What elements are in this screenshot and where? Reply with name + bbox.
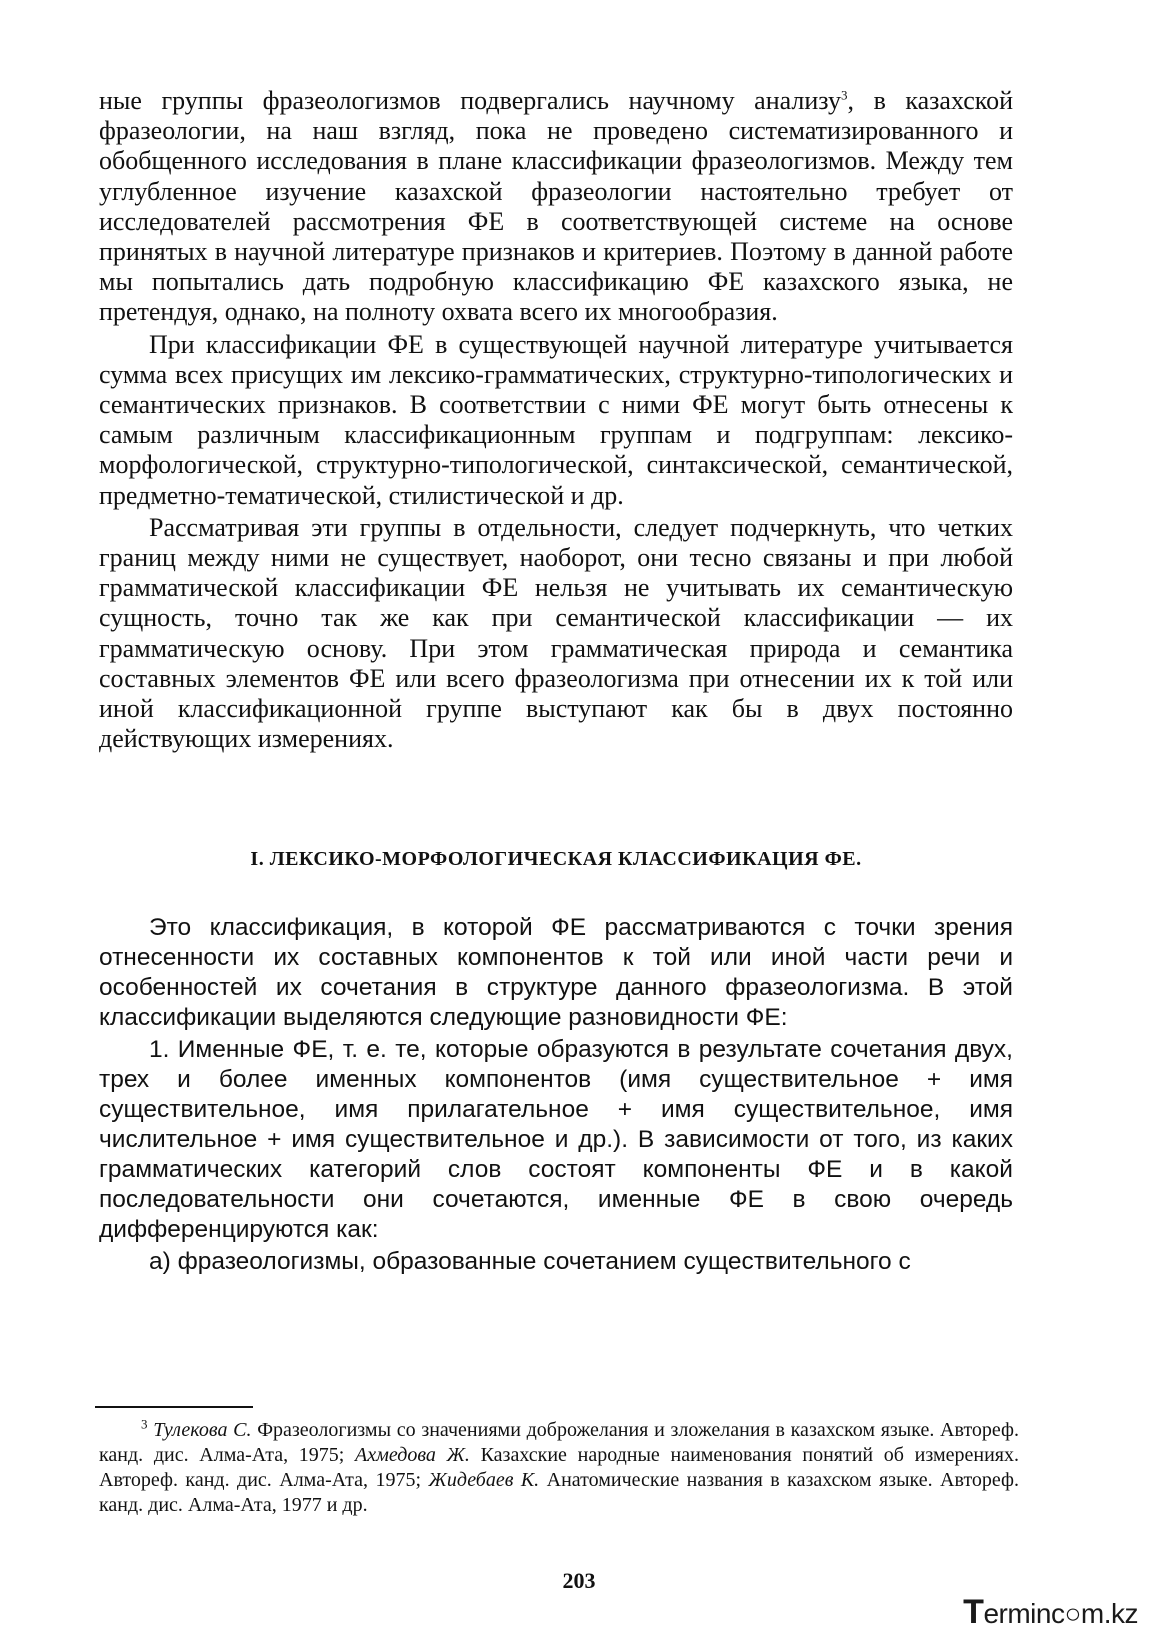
paragraph-1-text: ные группы фразеологизмов подвергались научному анализу <box>99 86 842 115</box>
paragraph-1 <box>99 86 1013 328</box>
watermark-text: erminc <box>983 1598 1065 1629</box>
magnifier-icon: ○ <box>1064 1598 1081 1629</box>
watermark-domain: m.kz <box>1080 1598 1138 1629</box>
paragraph-4: Это классификация, в которой ФЕ рассматриваются с точки зрения отнесенности их составных компонентов к той или иной части речи и особенностей их сочетания в структуре данного фразеологизма. В этой классификации выделяются следующие разновидности ФЕ: <box>99 914 1013 1032</box>
footnote-author-3: Жидебаев К. <box>428 1469 540 1491</box>
footnote-text-1: Фразеологизмы со значениями доброжелания и зложелания в казахском языке. Автореф. канд. дис. Алма-Ата, 1975; <box>99 1419 1020 1466</box>
paragraph-5: 1. Именные ФЕ, т. е. те, которые образуются в результате сочетания двух, трех и более именных компонентов (имя существительное + имя существительное, имя прилагательное + имя существительное, имя числительное + имя существительное и др.). В зависимости от того, из каких грамматических категорий слов состоят компоненты ФЕ и в какой последовательности они сочетаются, именные ФЕ в свою очередь дифференцируются как: <box>99 1036 1013 1244</box>
footnote-divider <box>95 1406 253 1408</box>
paragraph-2: При классификации ФЕ в существующей научной литературе учитывается сумма всех присущих им лексико-грамматических, структурно-типологических и семантических признаков. В соответствии с ними ФЕ могут быть отнесены к самым различным классификационным группам и подгруппам: лексико-морфологической, структурно-типологической, синтаксической, семантической, предметно-тематической, стилистической и др. <box>99 329 1013 510</box>
footnote-author-1: Тулекова С. <box>153 1419 252 1441</box>
page-number: 203 <box>562 1568 596 1593</box>
footnote-3 <box>99 1418 1019 1518</box>
footnote-text-3: Анатомические названия в казахском языке. Автореф. канд. дис. Алма-Ата, 1977 и др. <box>99 1469 1020 1516</box>
footnote-ref-3[interactable]: 3 <box>841 87 848 103</box>
paragraph-6: а) фразеологизмы, образованные сочетанием существительного с <box>149 1248 911 1276</box>
page-body <box>99 86 1013 1279</box>
footnote-author-2: Ахмедова Ж. <box>355 1444 470 1466</box>
paragraph-3: Рассматривая эти группы в отдельности, следует подчеркнуть, что четких границ между ними не существует, наоборот, они тесно связаны и при любой грамматической классификации ФЕ нельзя не учитывать их семантическую сущность, точно так же как при семантической классификации — их грамматическую основу. При этом грамматическая природа и семантика составных элементов ФЕ или всего фразеологизма при отнесении их к той или иной классификационной группе выступают как бы в двух постоянно действующих измерениях. <box>99 512 1013 754</box>
paragraph-1-text-cont: , в казахской фразеологии, на наш взгляд, пока не проведено систематизированного и обобщенного исследования в плане классификации фразеологизмов. Между тем углубленное изучение казахской фразеологии настоятельно требует от исследователей рассмотрения ФЕ в соответствующей системе на основе принятых в научной литературе признаков и критериев. Поэтому в данной работе мы попытались дать подробную классификацию ФЕ казахского языка, не претендуя, однако, на полноту охвата всего их многообразия. <box>99 86 1013 327</box>
watermark-letter: T <box>963 1593 984 1631</box>
watermark-logo <box>963 1593 1138 1632</box>
section-body <box>99 913 1013 1277</box>
section-heading: I. ЛЕКСИКО-МОРФОЛОГИЧЕСКАЯ КЛАССИФИКАЦИЯ ФЕ. <box>250 848 862 871</box>
footnote-text-2: Казахские народные наименования понятий об измерениях. Автореф. канд. дис. Алма-Ата, 1975; <box>99 1444 1019 1491</box>
footnote-mark: 3 <box>141 1416 148 1432</box>
